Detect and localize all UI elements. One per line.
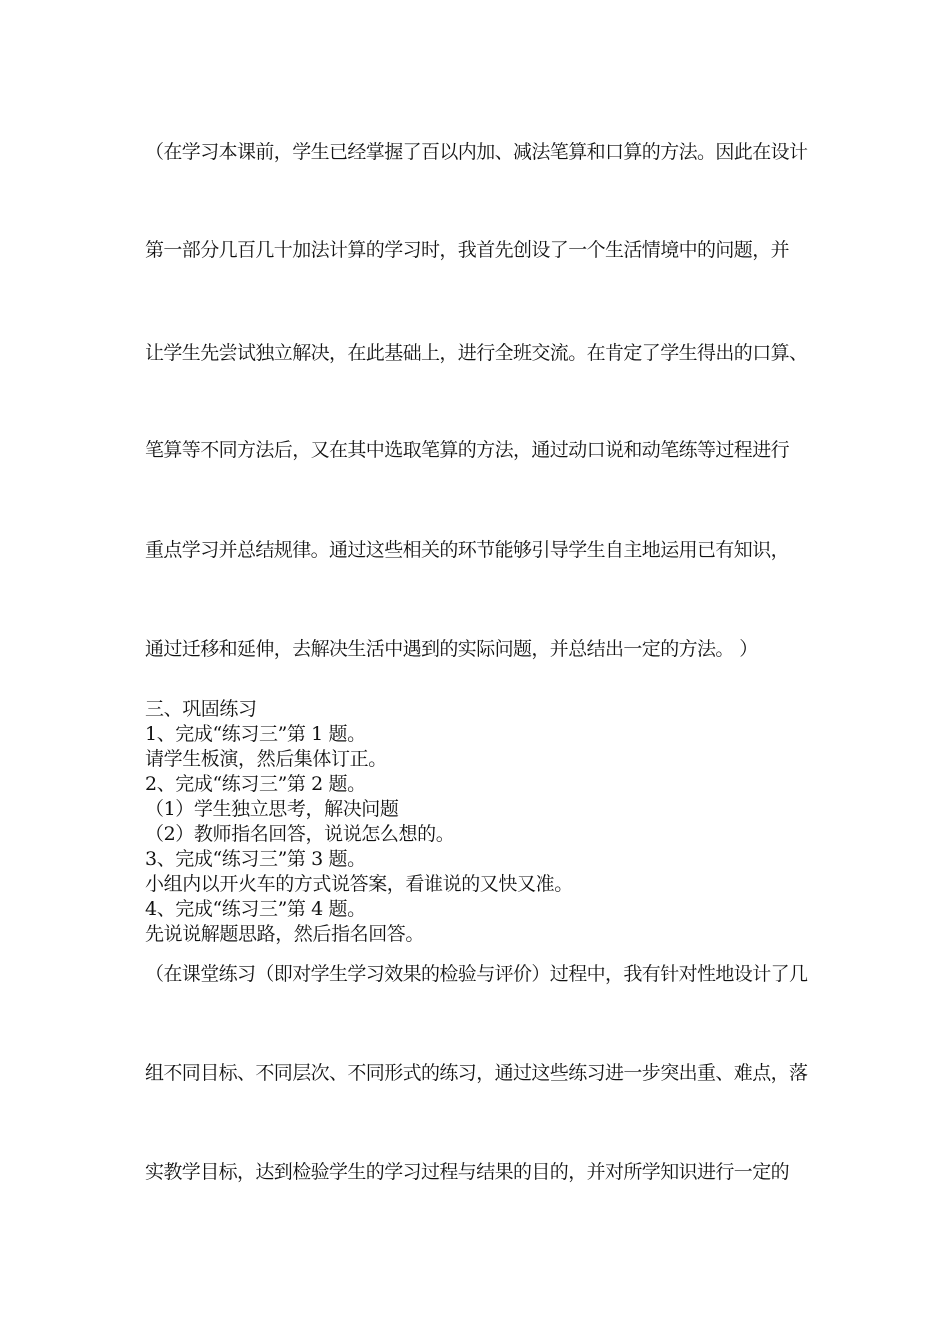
paragraph1-line-5: 重点学习并总结规律。通过这些相关的环节能够引导学生自主地运用已有知识，: [145, 539, 790, 561]
section3-item-6: 3、完成“练习三”第 3 题。: [145, 848, 366, 870]
section3-item-5: （2）教师指名回答，说说怎么想的。: [145, 823, 455, 845]
paragraph2-line-1: （在课堂练习（即对学生学习效果的检验与评价）过程中，我有针对性地设计了几: [145, 963, 808, 985]
paragraph1-line-3: 让学生先尝试独立解决，在此基础上，进行全班交流。在肯定了学生得出的口算、: [145, 342, 808, 364]
section3-block: [145, 697, 825, 947]
section3-item-3: 2、完成“练习三”第 2 题。: [145, 773, 366, 795]
section3-heading: 三、巩固练习: [145, 698, 257, 720]
paragraph1-line-4: 笔算等不同方法后，又在其中选取笔算的方法，通过动口说和动笔练等过程进行: [145, 439, 790, 461]
section3-item-1: 1、完成“练习三”第 1 题。: [145, 723, 366, 745]
section3-item-9: 先说说解题思路，然后指名回答。: [145, 923, 425, 945]
paragraph2-line-3: 实教学目标，达到检验学生的学习过程与结果的目的，并对所学知识进行一定的: [145, 1161, 790, 1183]
section3-item-2: 请学生板演，然后集体订正。: [145, 748, 387, 770]
section3-item-4: （1）学生独立思考，解决问题: [145, 798, 399, 820]
paragraph1-line-2: 第一部分几百几十加法计算的学习时，我首先创设了一个生活情境中的问题，并: [145, 239, 790, 261]
paragraph1-line-6: 通过迁移和延伸，去解决生活中遇到的实际问题，并总结出一定的方法。 ）: [145, 638, 758, 660]
section3-item-7: 小组内以开火车的方式说答案，看谁说的又快又准。: [145, 873, 573, 895]
paragraph1-line-1: （在学习本课前，学生已经掌握了百以内加、减法笔算和口算的方法。因此在设计: [145, 141, 808, 163]
paragraph2-line-2: 组不同目标、不同层次、不同形式的练习，通过这些练习进一步突出重、难点，落: [145, 1062, 808, 1084]
section3-item-8: 4、完成“练习三”第 4 题。: [145, 898, 366, 920]
